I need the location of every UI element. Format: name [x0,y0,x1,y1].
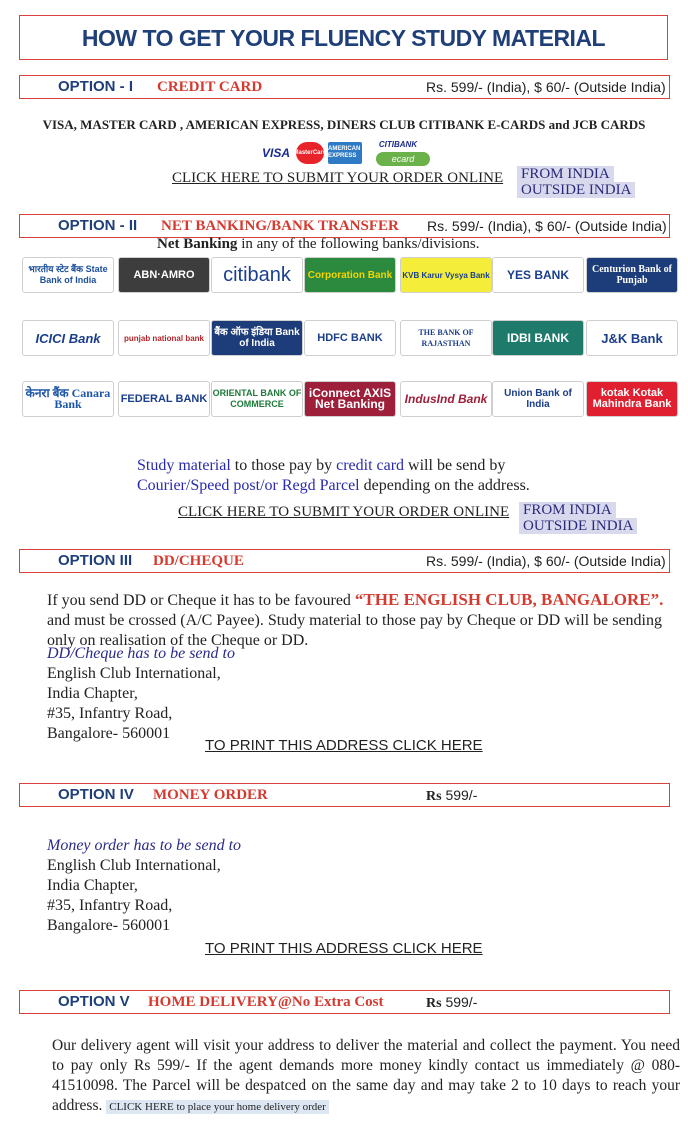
bank-pnb[interactable]: punjab national bank [118,320,210,356]
option-1-price: Rs. 599/- (India), $ 60/- (Outside India) [426,79,666,95]
option-2-name: NET BANKING/BANK TRANSFER [161,218,399,234]
bank-rajasthan[interactable]: THE BANK OF RAJASTHAN [400,320,492,356]
bank-indusind[interactable]: IndusInd Bank [400,381,492,417]
mo-address-line: Bangalore- 560001 [47,917,171,934]
mo-address-line: #35, Infantry Road, [47,897,173,914]
bank-idbi[interactable]: IDBI BANK [492,320,584,356]
option-2-price: Rs. 599/- (India), $ 60/- (Outside India) [427,218,667,234]
option-4-amount: 599/- [441,787,478,803]
courier-text: Courier/Speed post/or Regd Parcel [137,477,360,494]
mo-address-heading: Money order has to be send to [47,837,242,854]
dd-address-line: #35, Infantry Road, [47,705,173,722]
dd-text-1: If you send DD or Cheque it has to be favoured [47,592,355,609]
delivery-text-4: will be send by [404,457,506,474]
from-india-link-1[interactable]: FROM INDIA [517,166,614,182]
bank-axis-iconnect[interactable]: iConnect AXIS Net Banking [304,381,396,417]
net-banking-intro [157,236,480,253]
bank-corporation[interactable]: Corporation Bank [304,257,396,293]
option-5-number: OPTION V [58,993,130,1010]
card-logos [258,140,438,166]
option-5-rs: Rs [426,996,442,1011]
option-4-header [19,783,670,807]
option-1-name: CREDIT CARD [157,79,263,95]
option-4-number: OPTION IV [58,786,134,803]
option-2-number: OPTION - II [58,217,138,234]
dd-address-line: Bangalore- 560001 [47,725,171,742]
bank-jk[interactable]: J&K Bank [586,320,678,356]
bank-sbi[interactable]: भारतीय स्टेट बैंक State Bank of India [22,257,114,293]
option-2-header [19,214,670,238]
option-5-name: HOME DELIVERY@No Extra Cost [148,994,384,1010]
favour-name: “THE ENGLISH CLUB, BANGALORE”. [354,590,664,609]
mo-address-line: India Chapter, [47,877,138,894]
bank-karur-vysya[interactable]: KVB Karur Vysya Bank [400,257,492,293]
dd-text-2: and must be crossed (A/C Payee). Study material to those pay by Cheque or DD will be sending only on realisation of the Cheque or DD. [47,612,662,649]
bank-yes[interactable]: YES BANK [492,257,584,293]
bank-federal[interactable]: FEDERAL BANK [118,381,210,417]
delivery-text-2: to those pay by [230,457,337,474]
bank-kotak[interactable]: kotak Kotak Mahindra Bank [586,381,678,417]
order-online-link-2[interactable]: CLICK HERE TO SUBMIT YOUR ORDER ONLINE [178,504,510,520]
option-4-name: MONEY ORDER [153,787,268,803]
bank-union[interactable]: Union Bank of India [492,381,584,417]
home-delivery-order-link[interactable]: CLICK HERE to place your home delivery order [106,1100,329,1114]
study-material-text: Study material [137,457,231,474]
dd-address-block [47,644,235,744]
card-types-text: VISA, MASTER CARD , AMERICAN EXPRESS, DINERS CLUB CITIBANK E-CARDS and JCB CARDS [42,117,646,132]
option-5-amount: 599/- [441,994,478,1010]
page-title-box [19,15,668,60]
option-3-number: OPTION III [58,552,133,569]
ecard-logo: ecard [376,152,430,166]
outside-india-link-1[interactable]: OUTSIDE INDIA [517,182,635,198]
print-address-link-2[interactable]: TO PRINT THIS ADDRESS CLICK HERE [205,940,483,957]
delivery-text-6: depending on the address. [359,477,530,494]
option-5-header [19,990,670,1014]
net-banking-rest: in any of the following banks/divisions. [237,236,480,252]
amex-logo: AMERICAN EXPRESS [328,142,362,164]
bank-boi[interactable]: बैंक ऑफ इंडिया Bank of India [211,320,303,356]
from-india-link-2[interactable]: FROM INDIA [519,502,616,518]
outside-india-link-2[interactable]: OUTSIDE INDIA [519,518,637,534]
option-4-price [426,787,477,805]
bank-citibank[interactable]: citibank [211,257,303,293]
option-1-header [19,75,670,99]
bank-centurion[interactable]: Centurion Bank of Punjab [586,257,678,293]
bank-icici[interactable]: ICICI Bank [22,320,114,356]
home-delivery-text [52,1036,680,1117]
bank-abn-amro[interactable]: ABN·AMRO [118,257,210,293]
net-banking-bold: Net Banking [157,236,238,252]
option-4-rs: Rs [426,789,442,804]
option-1-number: OPTION - I [58,78,133,95]
home-delivery-body: Our delivery agent will visit your address to deliver the material and collect the payment. You need to pay only Rs 599/- If the agent demands more money kindly contact us immediately @ 080-41510098. The Parcel will be despatced on the same day and may take 2 to 10 days to reach your address. [52,1037,680,1114]
print-address-link-1[interactable]: TO PRINT THIS ADDRESS CLICK HERE [205,737,483,754]
option-5-price [426,994,477,1012]
dd-address-heading: DD/Cheque has to be send to [47,645,235,662]
option-3-header [19,549,670,573]
option-3-name: DD/CHEQUE [153,553,244,569]
mo-address-block [47,836,241,936]
mo-address-line: English Club International, [47,857,221,874]
option-3-price: Rs. 599/- (India), $ 60/- (Outside India) [426,553,666,569]
visa-logo: VISA [261,146,290,160]
bank-canara[interactable]: केनरा बैंक Canara Bank [22,381,114,417]
dd-cheque-text [47,590,683,651]
delivery-text [137,456,567,496]
dd-address-line: English Club International, [47,665,221,682]
citibank-card-logo: CITIBANK [378,139,418,149]
bank-hdfc[interactable]: HDFC BANK [304,320,396,356]
page-title: HOW TO GET YOUR FLUENCY STUDY MATERIAL [81,25,606,51]
dd-address-line: India Chapter, [47,685,138,702]
mastercard-logo: MasterCard [296,142,324,164]
order-online-link-1[interactable]: CLICK HERE TO SUBMIT YOUR ORDER ONLINE [172,170,504,186]
bank-oriental[interactable]: ORIENTAL BANK OF COMMERCE [211,381,303,417]
credit-card-text: credit card [336,457,405,474]
